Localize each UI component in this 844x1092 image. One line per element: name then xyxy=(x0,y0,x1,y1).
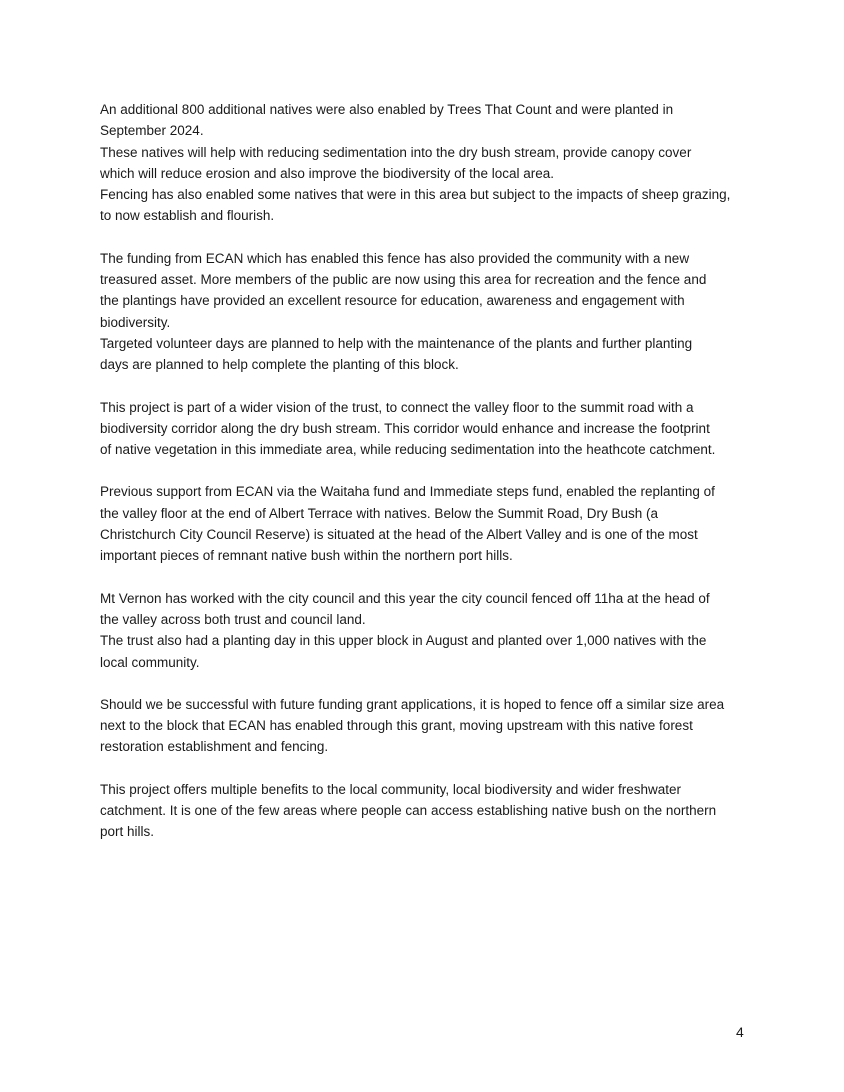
text-line: to now establish and flourish. xyxy=(100,208,275,224)
text-line: treasured asset. More members of the public are now using this area for recreation and the fence and xyxy=(100,272,707,288)
text-line: biodiversity. xyxy=(100,314,171,330)
text-line: An additional 800 additional natives were also enabled by Trees That Count and were planted in xyxy=(100,102,674,117)
text-line: which will reduce erosion and also improve the biodiversity of the local area. xyxy=(100,165,554,181)
text-line: important pieces of remnant native bush within the northern port hills. xyxy=(100,548,513,564)
text-line: the valley floor at the end of Albert Terrace with natives. Below the Summit Road, Dry Bush (a xyxy=(100,505,659,521)
text-line: the valley across both trust and council land. xyxy=(100,611,366,627)
text-line: This project offers multiple benefits to the local community, local biodiversity and wider freshwater xyxy=(100,781,682,797)
text-line: Fencing has also enabled some natives that were in this area but subject to the impacts of sheep grazing, xyxy=(100,187,731,203)
text-line: The funding from ECAN which has enabled this fence has also provided the community with a new xyxy=(100,250,690,266)
text-line: the plantings have provided an excellent resource for education, awareness and engagement with xyxy=(100,293,685,309)
paragraph-future-funding xyxy=(100,694,750,758)
paragraph-native-planting xyxy=(100,99,750,227)
paragraph-ecan-funding xyxy=(100,248,750,376)
text-line: biodiversity corridor along the dry bush stream. This corridor would enhance and increase the footprint xyxy=(100,420,710,436)
paragraph-wider-vision xyxy=(100,397,750,461)
paragraph-mt-vernon xyxy=(100,588,750,673)
document-body xyxy=(100,99,750,864)
text-line: Targeted volunteer days are planned to help with the maintenance of the plants and further planting xyxy=(100,335,693,351)
paragraph-benefits xyxy=(100,779,750,843)
text-line: Should we be successful with future funding grant applications, it is hoped to fence off a similar size area xyxy=(100,696,725,712)
text-line: next to the block that ECAN has enabled through this grant, moving upstream with this native forest xyxy=(100,718,693,734)
text-line: port hills. xyxy=(100,824,155,840)
text-line: of native vegetation in this immediate area, while reducing sedimentation into the heathcote catchment. xyxy=(100,442,716,458)
text-line: The trust also had a planting day in this upper block in August and planted over 1,000 natives with the xyxy=(100,633,707,649)
paragraph-previous-support xyxy=(100,481,750,566)
text-line: Mt Vernon has worked with the city council and this year the city council fenced off 11ha at the head of xyxy=(100,590,710,606)
text-line: restoration establishment and fencing. xyxy=(100,739,329,755)
text-line: Christchurch City Council Reserve) is situated at the head of the Albert Valley and is one of the most xyxy=(100,527,698,543)
text-line: days are planned to help complete the planting of this block. xyxy=(100,357,459,373)
text-line: local community. xyxy=(100,654,200,670)
text-line: Previous support from ECAN via the Waitaha fund and Immediate steps fund, enabled the replanting of xyxy=(100,484,715,500)
text-line: This project is part of a wider vision of the trust, to connect the valley floor to the summit road with a xyxy=(100,399,694,415)
page-number: 4 xyxy=(736,1024,744,1040)
text-line: catchment. It is one of the few areas where people can access establishing native bush on the northern xyxy=(100,803,717,819)
text-line: September 2024. xyxy=(100,123,204,139)
text-line: These natives will help with reducing sedimentation into the dry bush stream, provide canopy cover xyxy=(100,144,692,160)
